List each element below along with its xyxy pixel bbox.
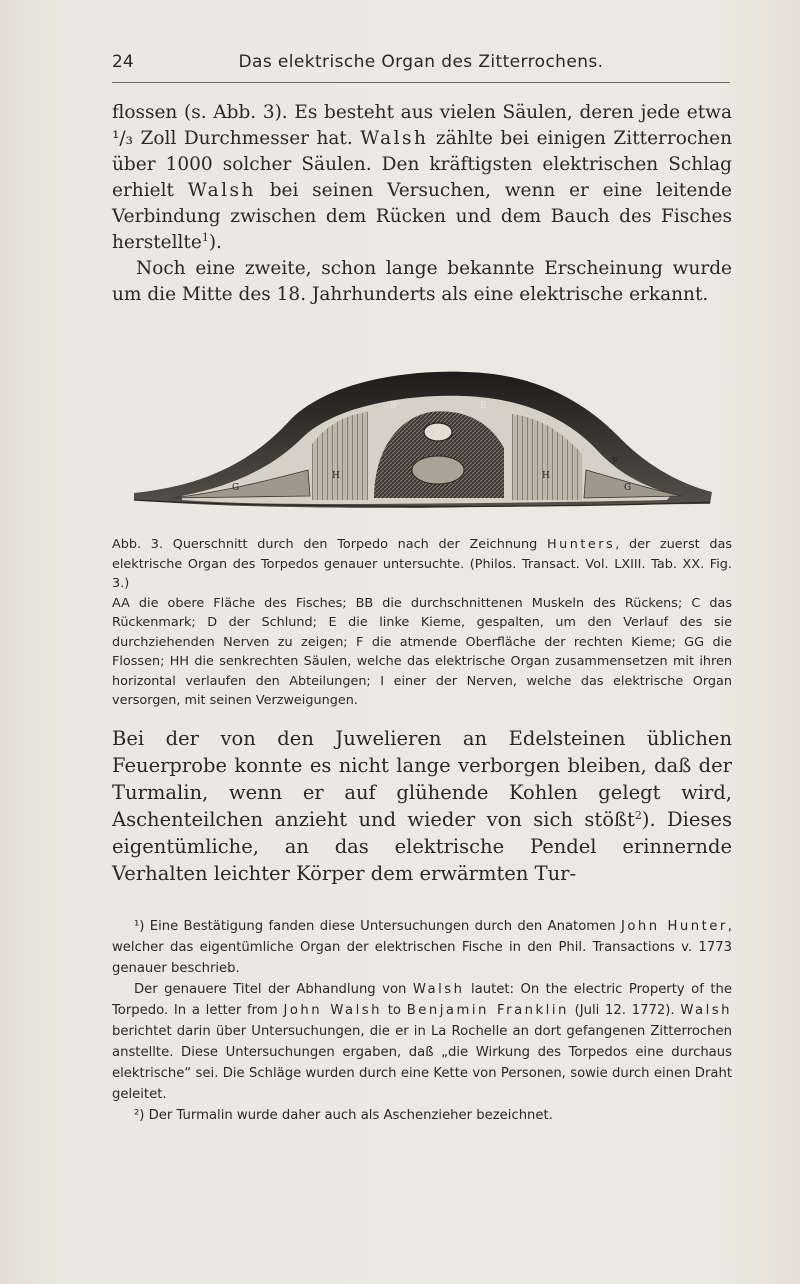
- figure-label: B: [480, 401, 487, 411]
- running-title: Das elektrische Organ des Zitterrochens.: [238, 52, 604, 72]
- author-name: John Walsh: [283, 1003, 383, 1018]
- paragraph-2: Noch eine zweite, schon lange bekannte Erscheinung wurde um die Mitte des 18. Jahrhunderts als eine elektrische erkannt.: [112, 258, 732, 305]
- author-name: Benjamin Franklin: [406, 1003, 569, 1018]
- fraction: ¹/₃: [112, 128, 134, 149]
- author-name: Walsh: [412, 982, 465, 997]
- figure-label: G: [624, 483, 632, 493]
- spinal-cord: [424, 423, 452, 441]
- paragraph-3: Bei der von den Juwelieren an Edelsteinen üblichen Feuerprobe konnte es nicht lange verborgen bleiben, daß der Turmalin, wenn er auf glühende Kohlen gelegt wird, Aschenteilchen anzieht und wieder von sich stößt$^2$). Dieses eigentümliche, an das elektrische Pendel erinnernde Verhalten leichter Körper dem erwärmten Tur-: [112, 727, 732, 885]
- footnote-marker: 1: [201, 231, 209, 244]
- footnote-1-continued: Der genauere Titel der Abhandlung von Walsh lautet: On the electric Property of the Torpedo. In a letter from John Walsh to Benjamin Franklin (Juli 12. 1772). Walsh berichtet darin über Untersuchungen, die er in La Rochelle an dort gefangenen Zitterrochen anstellte. Diese Untersuchungen ergaben, daß „die Wirkung des Torpedos eine durchaus elektrische“ sei. Die Schläge wurden durch eine Kette von Personen, sowie durch einen Draht geleitet.: [112, 982, 733, 1102]
- figure-torpedo-cross-section: [112, 358, 732, 518]
- figure-label: B: [390, 401, 397, 411]
- figure-label: H: [332, 471, 340, 481]
- figure-label: H: [542, 471, 550, 481]
- body-text-bottom: [112, 725, 732, 887]
- author-name: Hunters: [547, 537, 616, 552]
- page-header: [112, 52, 730, 83]
- caption-title: Abb. 3. Querschnitt durch den Torpedo nach der Zeichnung Hunters, der zuerst das elektrische Organ des Torpedos genauer untersuchte. (Philos. Transact. Vol. LXIII. Tab. XX. Fig. 3.): [112, 537, 732, 591]
- caption-legend: AA die obere Fläche des Fisches; BB die durchschnittenen Muskeln des Rückens; C das Rückenmark; D der Schlund; E die linke Kieme, gespalten, um den Verlauf des sie durchziehenden Nerven zu zeigen; F die atmende Oberfläche der rechten Kieme; GG die Flossen; HH die senkrechten Säulen, welche das elektrische Organ zusammensetzen mit ihren horizontal verlaufen den Abteilungen; I einer der Nerven, welche das elektrische Organ versorgen, mit seinen Verzweigungen.: [112, 595, 732, 708]
- figure-label: G: [232, 483, 240, 493]
- torpedo-illustration: [112, 358, 732, 518]
- author-name: Walsh: [187, 180, 256, 201]
- author-name: John Hunter: [620, 919, 728, 934]
- body-text-top: [112, 100, 732, 308]
- footnote-2: ²) Der Turmalin wurde daher auch als Aschenzieher bezeichnet.: [134, 1108, 553, 1123]
- author-name: Walsh: [360, 128, 429, 149]
- footnote-marker: 2: [634, 809, 642, 822]
- gullet: [412, 456, 464, 484]
- author-name: Walsh: [680, 1003, 733, 1018]
- figure-caption: [112, 535, 732, 711]
- footnotes: [112, 916, 732, 1126]
- paragraph-1: flossen (s. Abb. 3). Es besteht aus vielen Säulen, deren jede etwa ¹/₃ Zoll Durchmesser hat. Walsh zählte bei einigen Zitterrochen über 1000 solcher Säulen. Den kräftigsten elektrischen Schlag erhielt Walsh bei seinen Versuchen, wenn er eine leitende Verbindung zwischen dem Rücken und dem Bauch des Fisches herstellte$^1$).: [112, 102, 732, 253]
- footnote-1: ¹) Eine Bestätigung fanden diese Untersuchungen durch den Anatomen John Hunter, welcher das eigentümliche Organ der elektrischen Fische in den Phil. Transactions v. 1773 genauer beschrieb.: [112, 919, 732, 976]
- page-number: 24: [112, 52, 134, 72]
- figure-label: F: [612, 457, 619, 467]
